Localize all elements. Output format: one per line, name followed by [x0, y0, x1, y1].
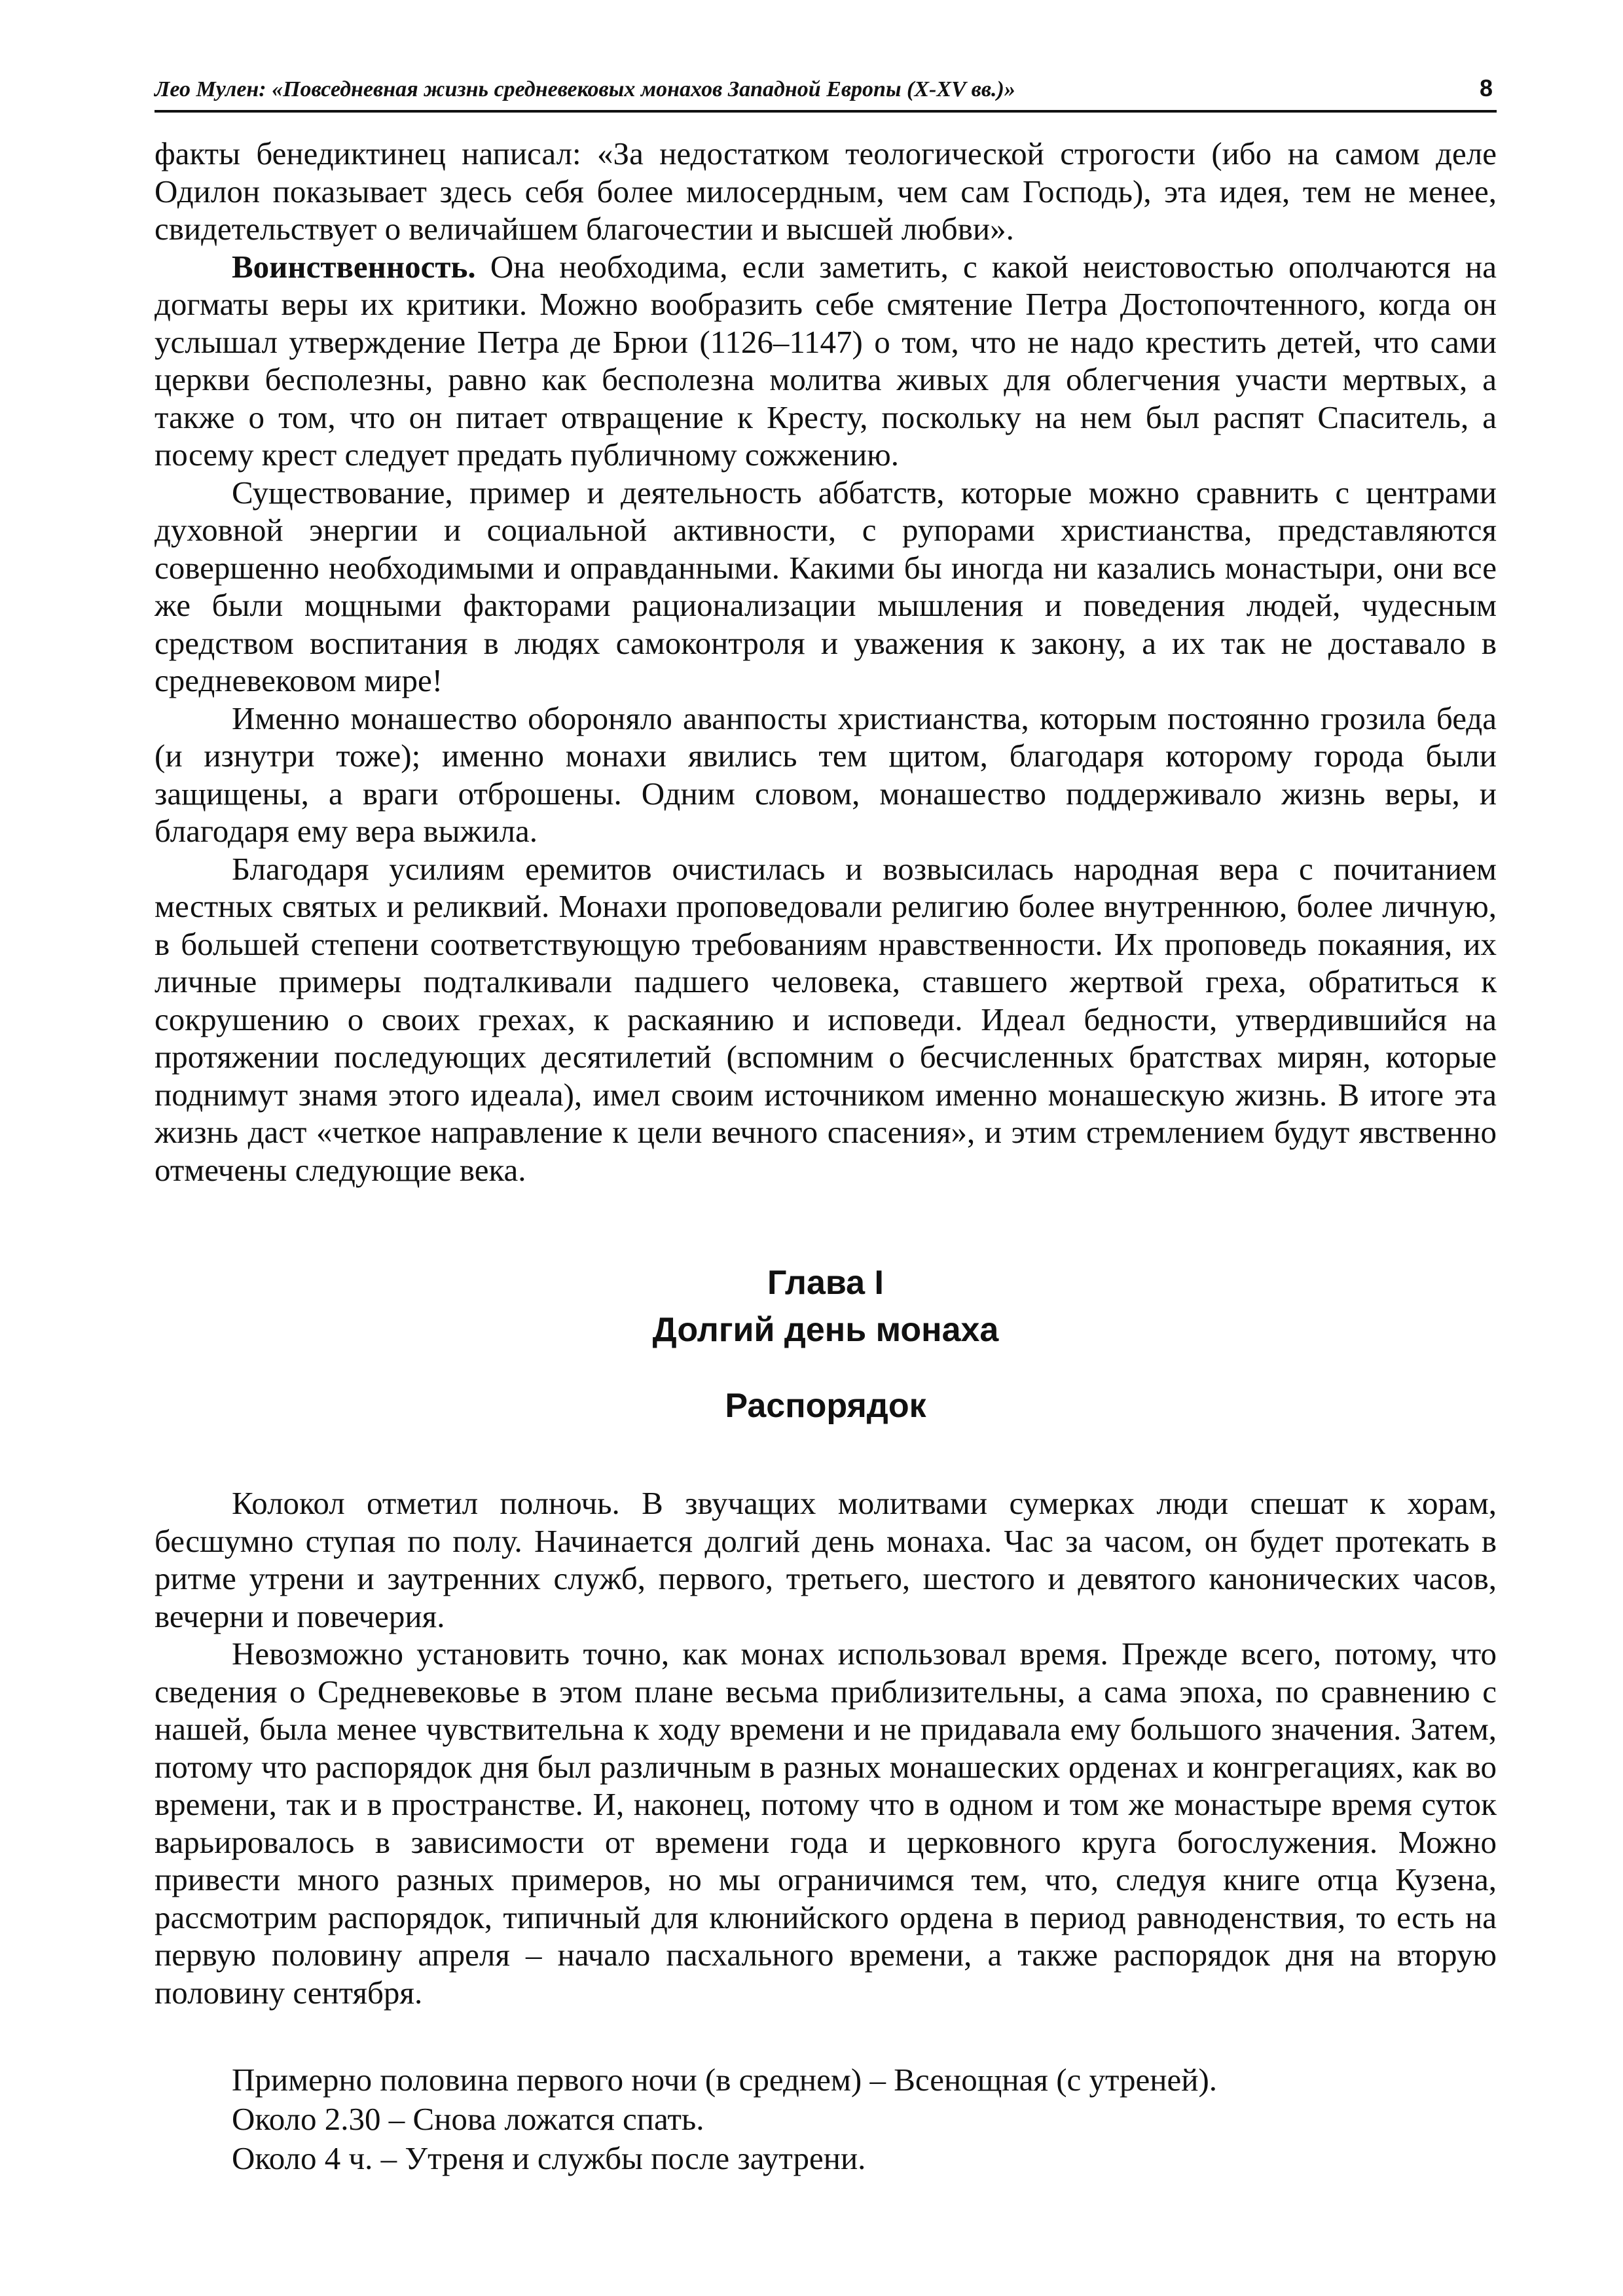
paragraph: Именно монашество обороняло аванпосты христианства, которым постоянно грозила беда (и изнутри тоже); именно монахи явились тем щитом, благодаря которому города были защищены, а враги отброшены. Одним словом, монашество поддерживало жизнь веры, и благодаря ему вера выжила.	[155, 700, 1497, 849]
paragraph	[155, 248, 1497, 474]
intro-text	[155, 135, 1497, 1189]
paragraph-text: Она необходима, если заметить, с какой неистовостью ополчаются на догматы веры их критики. Можно вообразить себе смятение Петра Достопочтенного, когда он услышал утверждение Петра де Брюи (1126–1147) о том, что не надо крестить детей, что сами церкви бесполезны, равно как бесполезна молитва живых для облегчения участи мертвых, а также о том, что он питает отвращение к Кресту, поскольку на нем был распят Спаситель, а посему крест следует предать публичному сожжению.	[155, 248, 1497, 473]
schedule-list	[232, 2060, 1497, 2178]
chapter-heading	[155, 1259, 1497, 1354]
paragraph: Колокол отметил полночь. В звучащих молитвами сумерках люди спешат к хорам, бесшумно ступая по полу. Начинается долгий день монаха. Час за часом, он будет протекать в ритме утрени и заутренних служб, первого, третьего, шестого и девятого канонических часов, вечерни и повечерия.	[155, 1485, 1497, 1634]
schedule-item: Около 4 ч. – Утреня и службы после заутрени.	[232, 2140, 866, 2176]
schedule-item: Примерно половина первого ночи (в среднем) – Всенощная (с утреней).	[232, 2062, 1218, 2098]
section-text	[155, 1484, 1497, 2011]
schedule-item: Около 2.30 – Снова ложатся спать.	[232, 2101, 704, 2137]
running-header	[155, 63, 1497, 113]
section-heading	[155, 1382, 1497, 1429]
paragraph: Невозможно установить точно, как монах использовал время. Прежде всего, потому, что сведения о Средневековье в этом плане весьма приблизительны, а сама эпоха, по сравнению с нашей, была менее чувствительна к ходу времени и не придавала ему большого значения. Затем, потому что распорядок дня был различным в разных монашеских орденах и конгрегациях, как во времени, так и в пространстве. И, наконец, потому что в одном и том же монастыре время суток варьировалось в зависимости от времени года и церковного круга богослужения. Можно привести много разных примеров, но мы ограничимся тем, что, следуя книге отца Кузена, рассмотрим распорядок, типичный для клюнийского ордена в период равноденствия, то есть на первую половину апреля – начало пасхального времени, а также распорядок дня на вторую половину сентября.	[155, 1636, 1497, 2011]
section-title: Распорядок	[725, 1387, 926, 1425]
paragraph: факты бенедиктинец написал: «За недостатком теологической строгости (ибо на самом деле Одилон показывает здесь себя более милосердным, чем сам Господь), эта идея, тем не менее, свидетельствует о величайшем благочестии и высшей любви».	[155, 135, 1497, 247]
paragraph: Благодаря усилиям еремитов очистилась и возвысилась народная вера с почитанием местных святых и реликвий. Монахи проповедовали религию более внутреннюю, более личную, в большей степени соответствующую требованиям нравственности. Их проповедь покаяния, их личные примеры подталкивали падшего человека, ставшего жертвой греха, обратиться к сокрушению о своих грехах, к раскаянию и исповеди. Идеал бедности, утвердившийся на протяжении последующих десятилетий (вспомним о бесчисленных братствах мирян, которые поднимут знамя этого идеала), имел своим источником именно монашескую жизнь. В итоге эта жизнь даст «четкое направление к цели вечного спасения», и этим стремлением будут явственно отмечены следующие века.	[155, 850, 1497, 1188]
chapter-number: Глава I	[767, 1264, 884, 1302]
paragraph: Существование, пример и деятельность аббатств, которые можно сравнить с центрами духовной энергии и социальной активности, с рупорами христианства, представляются совершенно необходимыми и оправданными. Какими бы иногда ни казались монастыри, они все же были мощными факторами рационализации мышления и поведения людей, чудесным средством воспитания в людях самоконтроля и уважения к закону, а их так не доставало в средневековом мире!	[155, 474, 1497, 698]
page-number: 8	[1479, 75, 1493, 101]
chapter-title: Долгий день монаха	[652, 1311, 999, 1349]
header-title: Лео Мулен: «Повседневная жизнь средневековых монахов Западной Европы (X-XV вв.)»	[155, 77, 1015, 101]
paragraph-lead: Воинственность.	[232, 248, 476, 285]
